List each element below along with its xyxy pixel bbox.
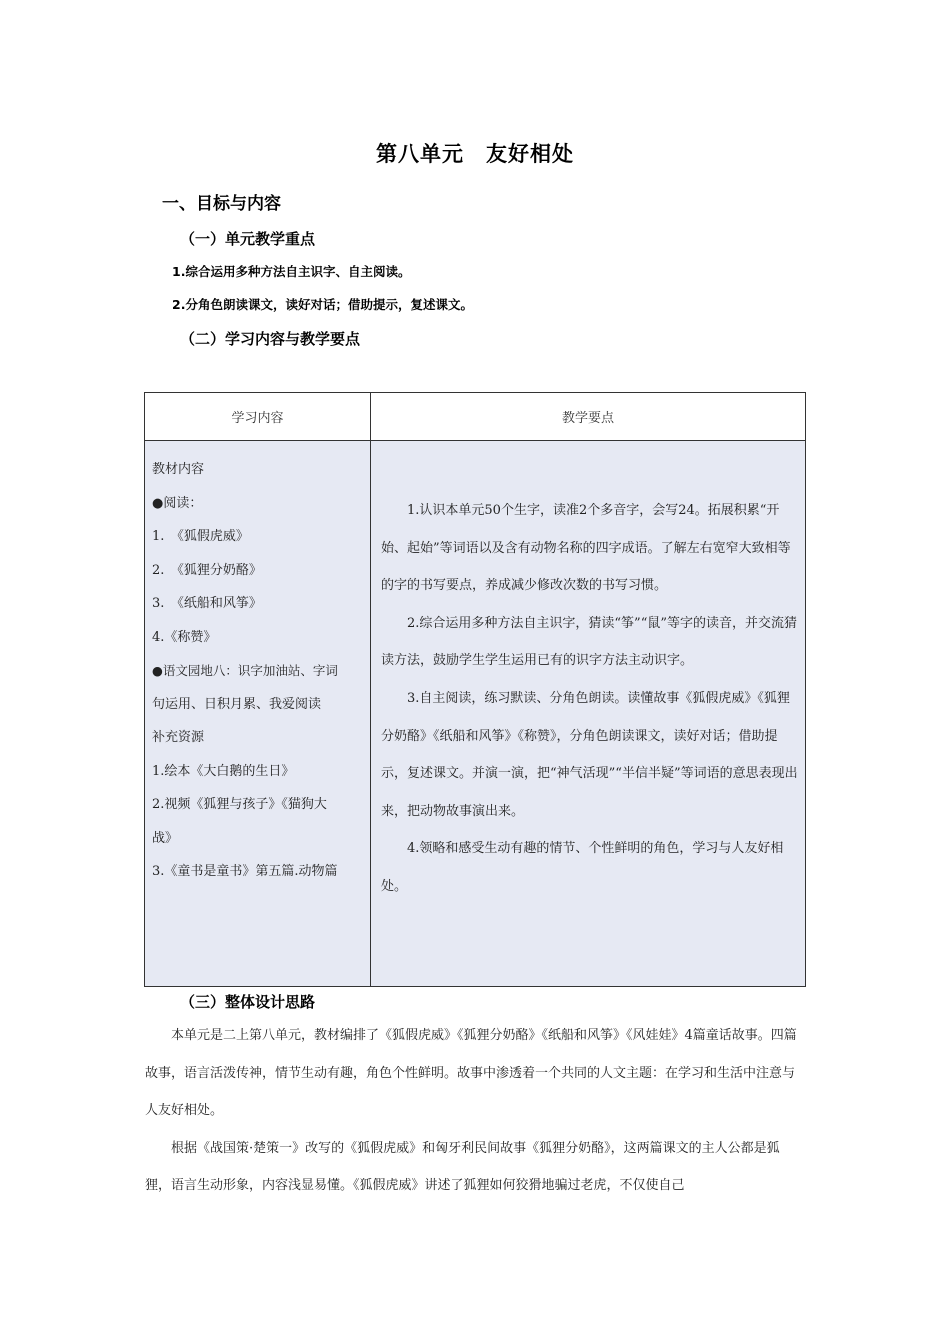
body-paragraph: 根据《战国策·楚策一》改写的《狐假虎威》和匈牙利民间故事《狐狸分奶酪》，这两篇课文的主人公都是狐狸，语言生动形象，内容浅显易懂。《狐假虎威》讲述了狐狸如何狡猾地骗过老虎，不仅使自己 — [145, 1140, 780, 1194]
content-table — [144, 392, 806, 987]
content-line: 3.《童书是童书》第五篇.动物篇 — [152, 864, 338, 879]
focus-point-2: 2.分角色朗读课文，读好对话；借助提示，复述课文。 — [172, 297, 473, 312]
subheading-focus: （一）单元教学重点 — [180, 230, 316, 248]
subheading-design: （三）整体设计思路 — [180, 993, 316, 1011]
content-line: 4.《称赞》 — [152, 629, 217, 645]
body-paragraph: 本单元是二上第八单元，教材编排了《狐假虎威》《狐狸分奶酪》《纸船和风筝》《风娃娃》4篇童话故事。四篇故事，语言活泼传神，情节生动有趣，角色个性鲜明。故事中渗透着一个共同的人文主题：在学习和生活中注意与人友好相处。 — [145, 1028, 797, 1119]
content-line: ●阅读： — [152, 495, 203, 511]
content-line: 补充资源 — [152, 730, 205, 745]
key-point-paragraph: 2.综合运用多种方法自主识字，猜读“筝”“鼠”等字的读音，并交流猜读方法，鼓励学生学生运用已有的识字方法主动识字。 — [381, 615, 797, 669]
key-point-paragraph: 1.认识本单元50个生字，读准2个多音字，会写24。拓展积累“开始、起始”等词语以及含有动物名称的四字成语。了解左右宽窄大致相等的字的书写要点，养成减少修改次数的书写习惯。 — [381, 503, 791, 594]
content-line: 3. 《纸船和风筝》 — [152, 596, 262, 611]
table-header-content: 学习内容 — [145, 393, 371, 441]
focus-point-1: 1.综合运用多种方法自主识字、自主阅读。 — [172, 264, 411, 279]
content-line: 2.视频《狐狸与孩子》《猫狗大 — [152, 797, 327, 812]
design-body — [145, 1017, 805, 1205]
page-title: 第八单元 友好相处 — [376, 142, 574, 166]
table-cell-content — [145, 441, 371, 987]
key-point-paragraph: 4.领略和感受生动有趣的情节、个性鲜明的角色，学习与人友好相处。 — [381, 841, 784, 894]
subheading-content: （二）学习内容与教学要点 — [180, 330, 361, 348]
content-line: 1.绘本《大白鹅的生日》 — [152, 763, 295, 779]
content-line: 教材内容 — [152, 462, 205, 477]
table-header-key-points: 教学要点 — [371, 393, 806, 441]
key-point-paragraph: 3.自主阅读，练习默读、分角色朗读。读懂故事《狐假虎威》《狐狸分奶酪》《纸船和风筝》《称赞》，分角色朗读课文，读好对话；借助提示，复述课文。并演一演，把“神气活现”“半信半疑”等词语的意思表现出来，把动物故事演出来。 — [381, 690, 798, 819]
content-line: 句运用、日积月累、我爱阅读 — [152, 696, 322, 712]
section-heading-goals: 一、目标与内容 — [162, 194, 281, 214]
content-line: 1. 《狐假虎威》 — [152, 529, 249, 544]
content-line: ●语文园地八：识字加油站、字词 — [152, 663, 338, 678]
content-line: 战》 — [152, 830, 179, 846]
content-line: 2. 《狐狸分奶酪》 — [152, 562, 262, 578]
table-cell-key-points — [371, 441, 806, 987]
